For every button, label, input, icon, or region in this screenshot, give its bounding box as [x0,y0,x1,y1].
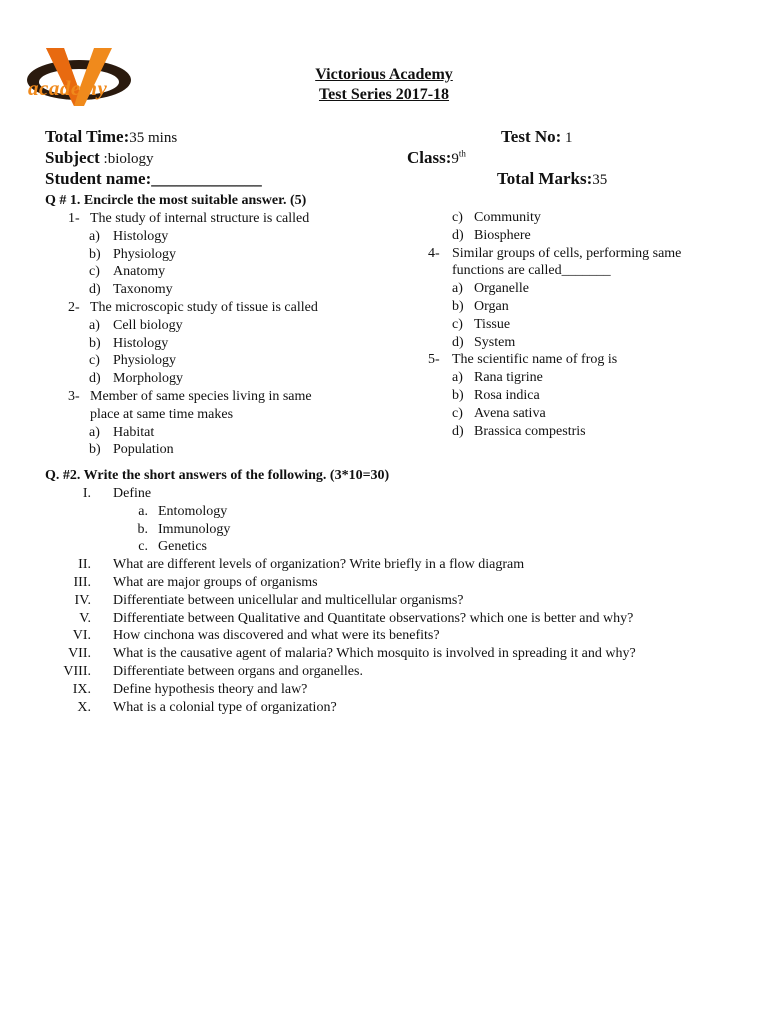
item-number: a) [452,281,463,297]
item-number: b) [89,246,101,262]
item-text: Community [474,210,541,225]
item-number: c. [138,539,148,555]
item-text: Differentiate between unicellular and multicellular organisms? [113,592,464,608]
total-marks: Total Marks:35 [497,169,608,188]
item-text: Immunology [158,521,231,537]
item-number: 4- [428,245,440,261]
item-text: Brassica compestris [474,423,586,439]
item-number: IX. [72,681,91,697]
test-series: Test Series 2017-18 [318,86,450,103]
item-number: II. [78,557,91,573]
item-text: Organ [474,299,509,314]
item-number: 5- [428,352,440,368]
q1-heading: Q # 1. Encircle the most suitable answer. (5) [45,193,307,208]
q2-heading: Q. #2. Write the short answers of the following. (3*10=30) [45,468,390,483]
item-number: VIII. [63,664,91,679]
item-number: d) [89,282,101,298]
item-text: Rana tigrine [474,370,543,386]
item-text: Similar groups of cells, performing same [452,245,682,261]
item-number: d) [452,334,464,350]
item-number: b. [137,521,148,537]
item-number: 1- [68,211,80,226]
item-text: Differentiate between organs and organelles. [113,664,363,679]
item-number: III. [73,575,91,590]
logo-text: academy [28,76,108,100]
item-text: functions are called_______ [452,263,611,279]
item-text: Differentiate between Qualitative and Quantitate observations? which one is better and why? [113,610,634,626]
item-number: 3- [68,389,80,404]
item-number: c) [89,353,100,369]
item-number: I. [82,486,91,501]
item-text: What is the causative agent of malaria? Which mosquito is involved in spreading it and why? [113,646,636,662]
item-text: Population [113,442,174,458]
item-number: a) [452,370,463,386]
item-text: Genetics [158,539,207,555]
subject: Subject :biology [45,148,154,167]
item-text: Organelle [474,281,529,297]
item-text: What are different levels of organization? Write briefly in a flow diagram [113,557,525,573]
item-number: VII. [68,646,91,662]
item-number: d) [452,423,464,439]
item-number: X. [77,699,91,715]
item-text: Physiology [113,246,177,262]
item-number: b) [89,335,101,351]
item-number: c) [89,264,100,280]
item-number: a) [89,317,100,333]
item-text: The study of internal structure is called [90,211,310,226]
item-number: VI. [72,628,91,644]
class: Class:9th [407,148,466,167]
item-text: How cinchona was discovered and what were its benefits? [113,628,440,644]
item-text: Tissue [474,316,511,332]
item-number: c) [452,316,463,332]
test-number: Test No: 1 [501,127,573,146]
item-text: Avena sativa [474,405,546,421]
item-text: Entomology [158,503,228,519]
item-number: IV. [74,592,91,608]
item-number: a) [89,424,100,440]
item-number: b) [89,442,101,458]
item-text: Rosa indica [474,388,540,403]
item-text: Cell biology [113,317,183,333]
item-text: What are major groups of organisms [113,575,318,590]
item-text: Define hypothesis theory and law? [113,681,308,697]
item-text: Define [113,486,152,501]
total-time: Total Time:35 mins [45,127,178,146]
item-text: Biosphere [474,227,531,243]
item-number: d) [89,371,101,387]
item-text: place at same time makes [90,406,234,422]
item-text: Member of same species living in same [90,389,312,404]
page-title: Victorious Academy [315,66,453,83]
item-number: c) [452,405,463,421]
item-text: Habitat [113,424,155,440]
item-number: V. [79,610,91,626]
item-text: Anatomy [113,264,166,280]
item-number: a. [138,503,148,519]
item-text: System [474,334,516,350]
item-text: The scientific name of frog is [452,352,618,368]
item-number: a) [89,228,100,244]
item-text: Taxonomy [113,282,173,298]
item-number: 2- [68,300,80,315]
item-text: Physiology [113,353,177,369]
item-text: The microscopic study of tissue is called [90,300,318,315]
item-text: Morphology [113,371,183,387]
item-text: Histology [113,335,169,351]
item-number: c) [452,210,463,225]
item-text: Histology [113,228,169,244]
item-number: b) [452,299,464,314]
item-text: What is a colonial type of organization? [113,699,337,715]
item-number: b) [452,388,464,403]
item-number: d) [452,227,464,243]
student-name: Student name:_____________ [45,169,262,188]
